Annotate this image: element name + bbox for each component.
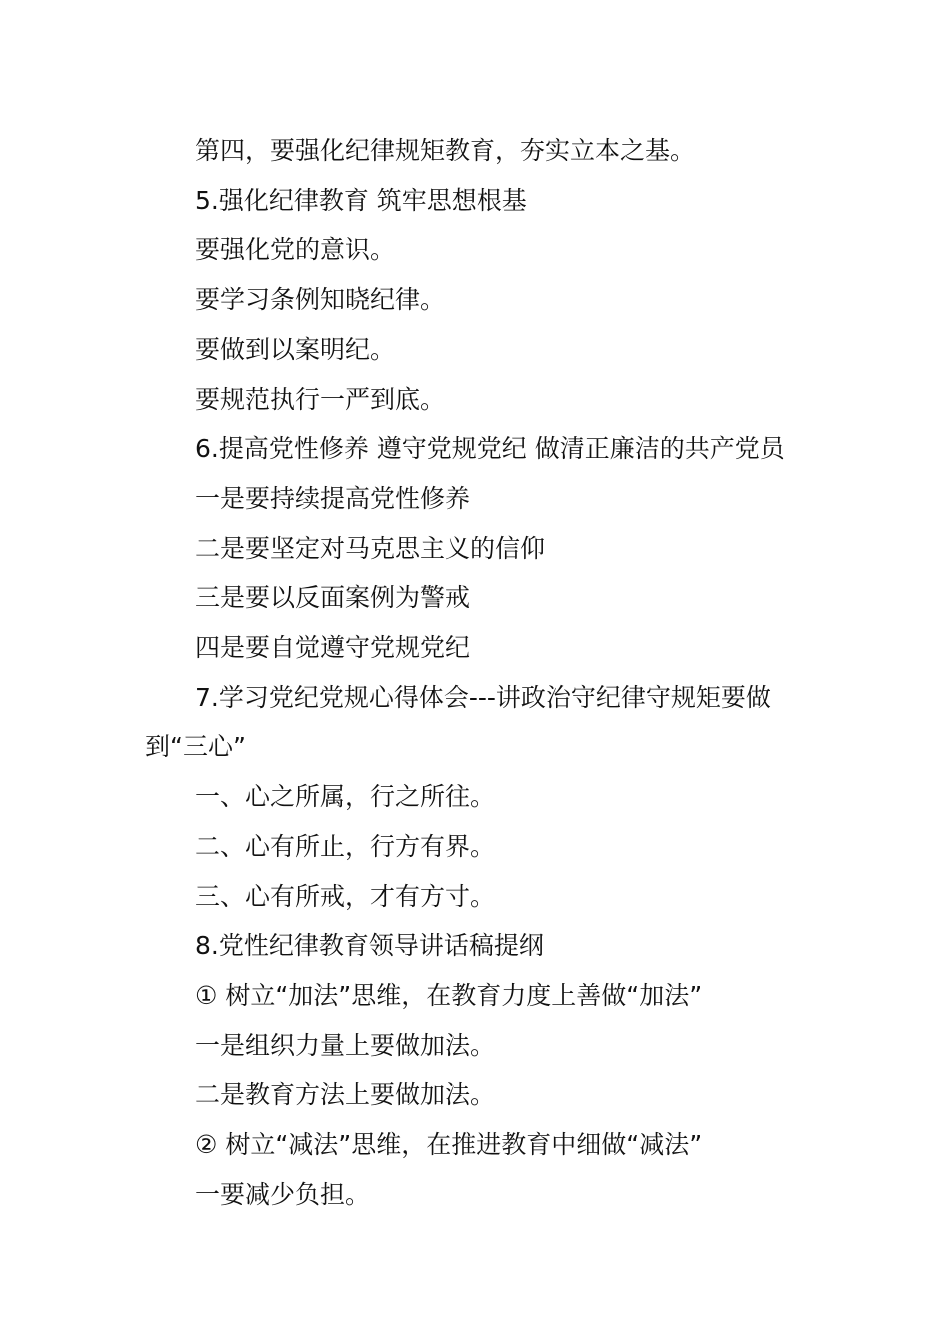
paragraph: 四是要自觉遵守党规党纪 (195, 633, 471, 663)
paragraph: 第四，要强化纪律规矩教育，夯实立本之基。 (195, 136, 696, 165)
paragraph: 二是要坚定对马克思主义的信仰 (195, 533, 546, 563)
paragraph: 一是要持续提高党性修养 (195, 483, 471, 513)
section-heading: 8.党性纪律教育领导讲话稿提纲 (195, 931, 544, 961)
paragraph: 二、心有所止，行方有界。 (195, 831, 496, 861)
document-body (145, 126, 815, 1219)
paragraph: 一是组织力量上要做加法。 (195, 1030, 496, 1060)
section-heading: 6.提高党性修养 遵守党规党纪 做清正廉洁的共产党员 (195, 434, 785, 464)
paragraph: 要强化党的意识。 (195, 235, 396, 265)
section-heading: 5.强化纪律教育 筑牢思想根基 (195, 185, 527, 215)
subheading: ② 树立“减法”思维，在推进教育中细做“减法” (195, 1130, 703, 1160)
paragraph: 要学习条例知晓纪律。 (195, 285, 446, 315)
subheading: ① 树立“加法”思维，在教育力度上善做“加法” (195, 980, 703, 1010)
paragraph: 二是教育方法上要做加法。 (195, 1080, 496, 1110)
paragraph: 一要减少负担。 (195, 1179, 371, 1209)
paragraph: 三、心有所戒，才有方寸。 (195, 881, 496, 911)
paragraph: 一、心之所属，行之所往。 (195, 782, 496, 812)
section-heading: 7.学习党纪党规心得体会---讲政治守纪律守规矩要做到“三心” (145, 682, 771, 762)
paragraph: 三是要以反面案例为警戒 (195, 583, 471, 613)
paragraph: 要规范执行一严到底。 (195, 384, 446, 414)
paragraph: 要做到以案明纪。 (195, 334, 396, 364)
